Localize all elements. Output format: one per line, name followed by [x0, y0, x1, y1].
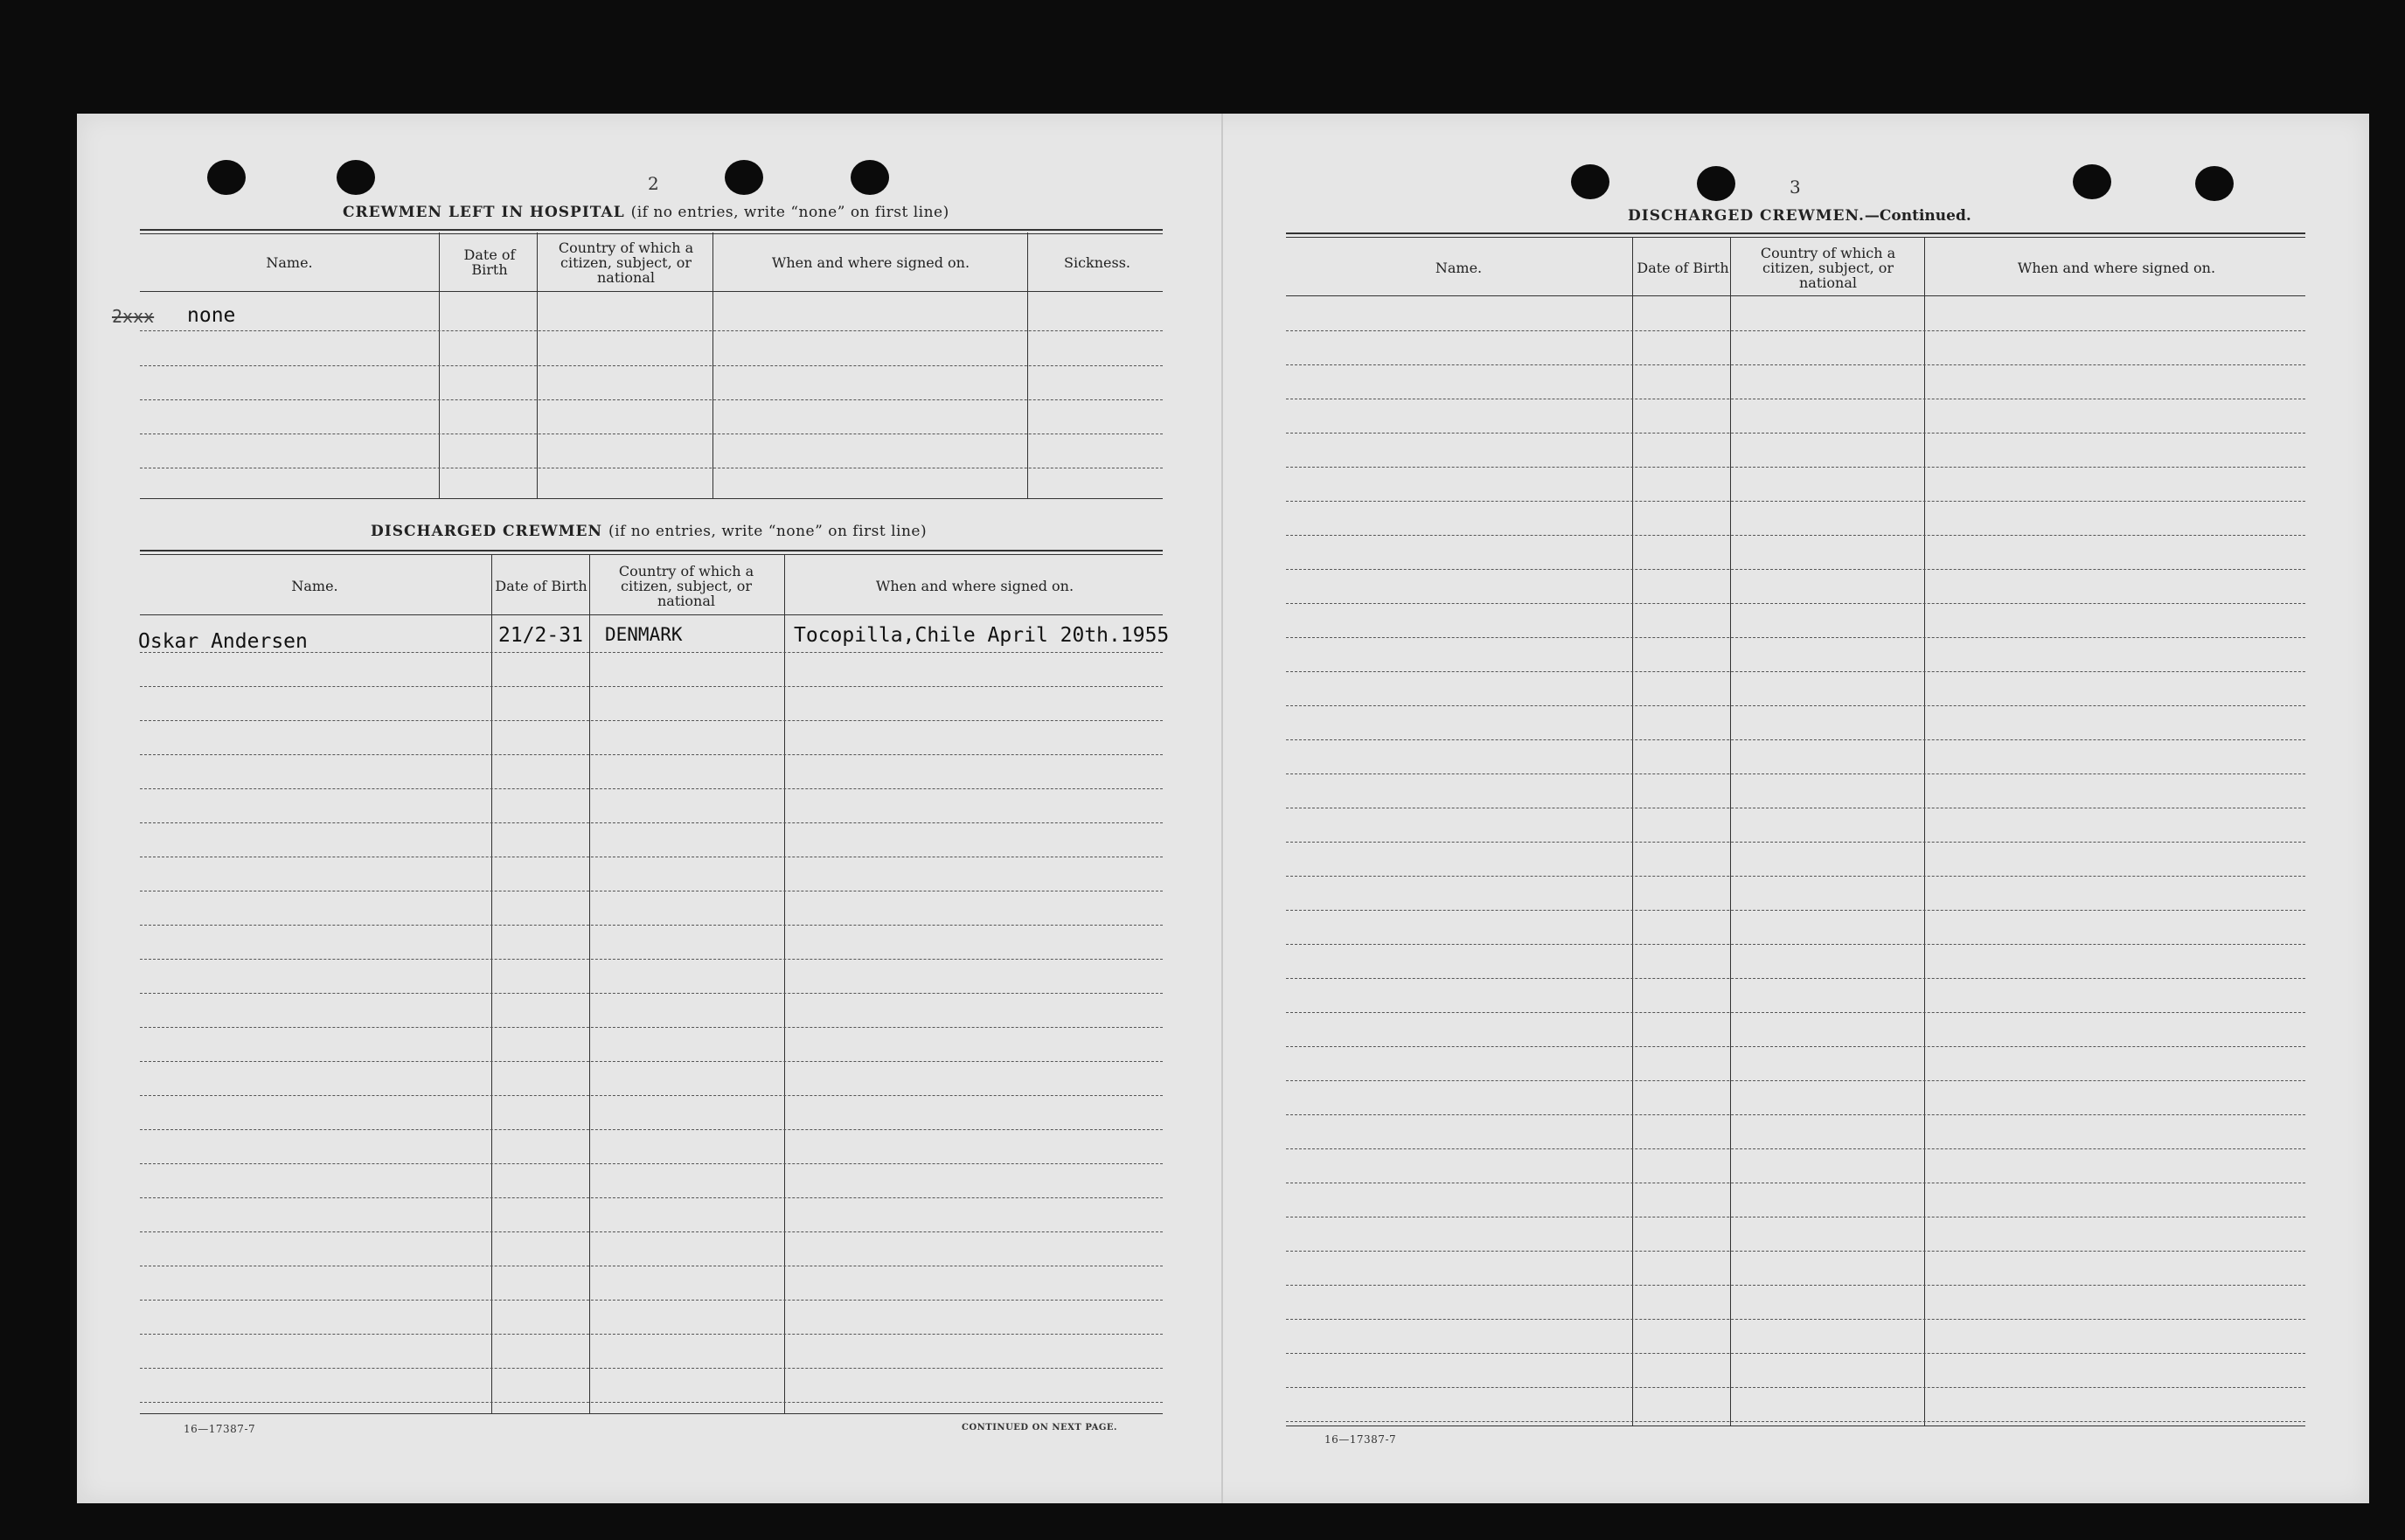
ruled-line — [1286, 876, 2305, 877]
page-number-right: 3 — [1790, 177, 1801, 198]
ruled-line — [1286, 501, 2305, 502]
ruled-line — [1286, 1251, 2305, 1252]
punch-hole — [337, 160, 375, 195]
hospital-col-signed: When and where signed on. — [771, 253, 970, 271]
hospital-title-text: CREWMEN LEFT IN HOSPITAL — [343, 204, 625, 221]
page-fold — [1221, 114, 1223, 1503]
ruled-line — [1286, 842, 2305, 843]
crewman-country: DENMARK — [605, 624, 683, 645]
ruled-line — [1286, 569, 2305, 570]
ruled-line — [1286, 1421, 2305, 1422]
hospital-col-sickness: Sickness. — [1063, 253, 1130, 271]
ruled-line — [1286, 433, 2305, 434]
ruled-line — [1286, 364, 2305, 365]
continued-col-signed: When and where signed on. — [2017, 259, 2216, 276]
ruled-line — [140, 720, 1163, 721]
discharged-col-country: Country of which a citizen, subject, or national — [618, 562, 754, 609]
ruled-line — [140, 1300, 1163, 1301]
ruled-line — [140, 788, 1163, 789]
ruled-line — [1286, 978, 2305, 979]
ruled-line — [1286, 467, 2305, 468]
ruled-line — [1286, 910, 2305, 911]
ruled-line — [140, 1129, 1163, 1130]
hospital-title-note: (if no entries, write “none” on first line) — [630, 204, 949, 221]
punch-hole — [725, 160, 763, 195]
form-number-left: 16—17387-7 — [184, 1423, 256, 1435]
ruled-line — [140, 1197, 1163, 1198]
hospital-section-title — [343, 204, 949, 221]
document-sheet — [77, 114, 2369, 1503]
continued-col-name: Name. — [1435, 259, 1483, 276]
ruled-line — [1286, 1046, 2305, 1047]
hospital-col-country: Country of which a citizen, subject, or national — [558, 239, 694, 286]
crewman-name: Oskar Andersen — [138, 630, 308, 653]
hospital-struck-text: 2xxx — [112, 306, 155, 327]
ruled-line — [1286, 1012, 2305, 1013]
continued-col-country: Country of which a citizen, subject, or national — [1760, 244, 1896, 291]
discharged-col-dob: Date of Birth — [495, 577, 587, 594]
ruled-line — [140, 1095, 1163, 1096]
crewman-dob: 21/2-31 — [498, 624, 583, 647]
punch-hole — [207, 160, 246, 195]
ruled-line — [1286, 1387, 2305, 1388]
ruled-line — [140, 1061, 1163, 1062]
continued-note: CONTINUED ON NEXT PAGE. — [962, 1423, 1118, 1432]
ruled-line — [1286, 1148, 2305, 1149]
ruled-line — [1286, 705, 2305, 706]
ruled-line — [140, 1334, 1163, 1335]
ruled-line — [140, 925, 1163, 926]
ruled-line — [1286, 671, 2305, 672]
punch-hole — [1571, 164, 1609, 199]
discharged-continued-title — [1628, 207, 1971, 225]
hospital-col-dob: Date of Birth — [463, 246, 516, 278]
punch-hole — [1697, 166, 1735, 201]
ruled-line — [140, 686, 1163, 687]
ruled-line — [140, 1231, 1163, 1232]
ruled-line — [140, 993, 1163, 994]
ruled-line — [1286, 535, 2305, 536]
continued-col-dob: Date of Birth — [1637, 259, 1729, 276]
page-number-left: 2 — [648, 173, 659, 194]
discharged-title-note: (if no entries, write “none” on first line) — [608, 523, 928, 540]
ruled-line — [1286, 1114, 2305, 1115]
hospital-col-name: Name. — [266, 253, 313, 271]
ruled-line — [140, 959, 1163, 960]
ruled-line — [1286, 944, 2305, 945]
continued-title-suffix: —Continued. — [1864, 207, 1971, 225]
continued-title-text: DISCHARGED CREWMEN. — [1628, 207, 1865, 225]
ruled-line — [140, 1402, 1163, 1403]
discharged-col-signed: When and where signed on. — [875, 577, 1074, 594]
ruled-line — [140, 1368, 1163, 1369]
discharged-section-title — [371, 523, 927, 540]
punch-hole — [2073, 164, 2111, 199]
punch-hole — [2195, 166, 2234, 201]
form-number-right: 16—17387-7 — [1324, 1433, 1397, 1446]
ruled-line — [1286, 1353, 2305, 1354]
ruled-line — [1286, 603, 2305, 604]
ruled-line — [1286, 637, 2305, 638]
ruled-line — [140, 1163, 1163, 1164]
punch-hole — [851, 160, 889, 195]
ruled-line — [1286, 1080, 2305, 1081]
ruled-line — [1286, 739, 2305, 740]
ruled-line — [1286, 330, 2305, 331]
ruled-line — [1286, 1319, 2305, 1320]
ruled-line — [140, 754, 1163, 755]
discharged-title-text: DISCHARGED CREWMEN — [371, 523, 603, 540]
ruled-line — [1286, 773, 2305, 774]
crewman-signed-on: Tocopilla,Chile April 20th.1955 — [794, 624, 1170, 647]
ruled-line — [1286, 1285, 2305, 1286]
ruled-line — [140, 1027, 1163, 1028]
hospital-entry-none: none — [187, 304, 236, 327]
ruled-line — [140, 822, 1163, 823]
discharged-col-name: Name. — [291, 577, 338, 594]
